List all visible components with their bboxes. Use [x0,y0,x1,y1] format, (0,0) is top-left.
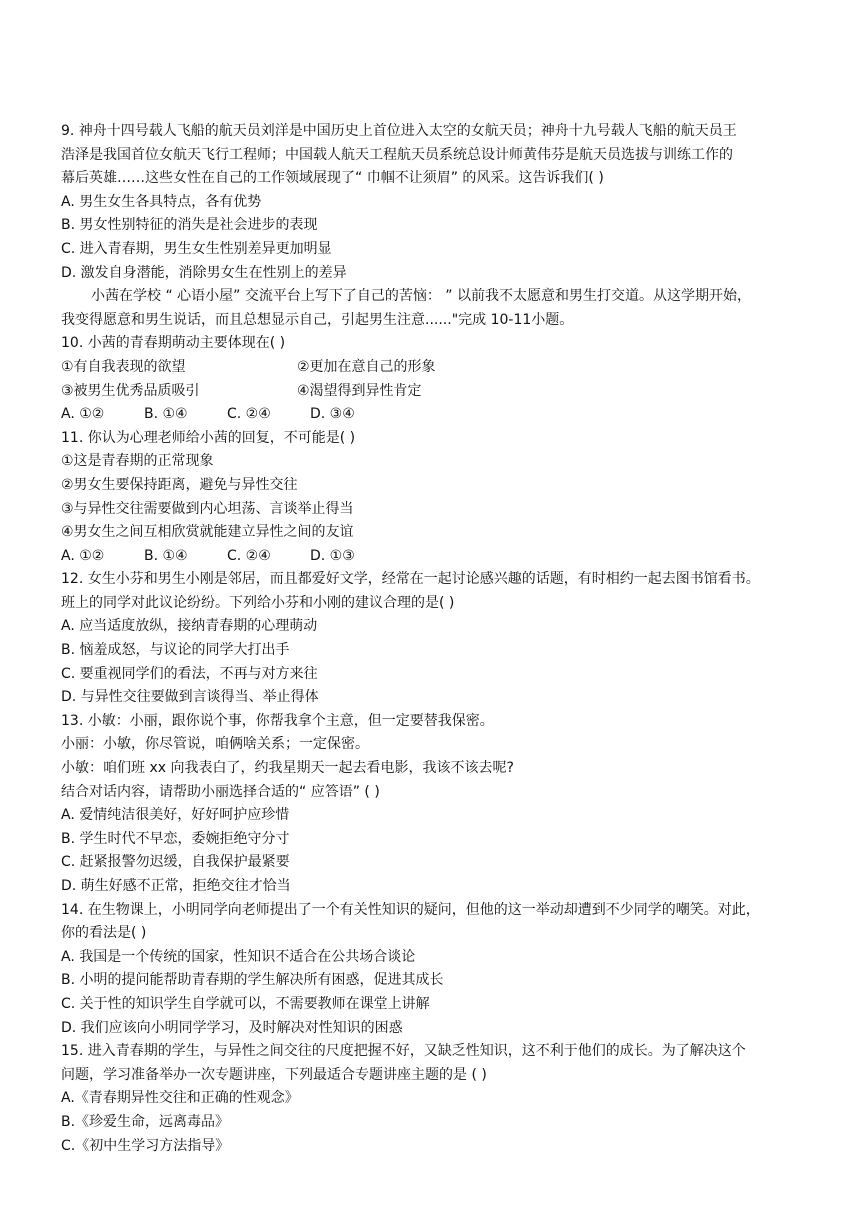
option-c: C. 进入青春期，男生女生性别差异更加明显 [61,240,332,257]
option-c: C. ②④ [227,547,271,564]
option-b: B. ①④ [144,547,188,564]
question-stem: 小敏：咱们班 xx 向我表白了，约我星期天一起去看电影，我该不该去呢? [61,760,514,777]
statement-1: ①这是青春期的正常现象 [61,453,214,470]
option-b: B. 男女性别特征的消失是社会进步的表现 [61,217,318,234]
material-text: 我变得愿意和男生说话，而且总想显示自己，引起男生注意......"完成 10-11小题。 [61,311,574,328]
exam-page [61,120,813,1158]
option-a: A. 我国是一个传统的国家，性知识不适合在公共场合谈论 [61,948,416,965]
question-stem: 幕后英雄……这些女性在自己的工作领域展现了“ 巾帼不让须眉” 的风采。这告诉我们( ) [61,170,604,187]
question-stem: 问题，学习准备举办一次专题讲座，下列最适合专题讲座主题的是 ( ) [61,1066,487,1083]
question-stem: 结合对话内容，请帮助小丽选择合适的“ 应答语” ( ) [61,783,380,800]
statement-row [61,356,813,380]
option-a: A. ①② [61,406,105,423]
question-14 [61,899,813,1041]
question-stem: 11. 你认为心理老师给小茜的回复，不可能是( ) [61,429,356,446]
question-stem: 班上的同学对此议论纷纷。下列给小芬和小刚的建议合理的是( ) [61,594,455,611]
question-11 [61,427,813,569]
option-d: D. 萌生好感不正常，拒绝交往才恰当 [61,878,291,894]
question-10 [61,332,813,426]
question-stem: 12. 女生小芬和男生小刚是邻居，而且都爱好文学，经常在一起讨论感兴趣的话题，有时相约一起去图书馆看书。 [61,571,760,588]
option-b: B. 恼羞成怒，与议论的同学大打出手 [61,642,290,659]
option-a: A.《青春期异性交往和正确的性观念》 [61,1090,299,1107]
statement-1: ①有自我表现的欲望 [61,358,186,375]
option-d: D. 与异性交往要做到言谈得当、举止得体 [61,689,319,706]
option-d: D. 激发自身潜能，消除男女生在性别上的差异 [61,264,347,281]
statement-4: ④男女生之间互相欣赏就能建立异性之间的友谊 [61,524,354,541]
question-stem: 15. 进入青春期的学生，与异性之间交往的尺度把握不好，又缺乏性知识，这不利于他们的成长。为了解决这个 [61,1043,746,1060]
statement-2: ②更加在意自己的形象 [297,358,436,375]
question-stem: 9. 神舟十四号载人飞船的航天员刘洋是中国历史上首位进入太空的女航天员；神舟十九号载人飞船的航天员王 [61,123,737,139]
question-13 [61,710,813,899]
question-12 [61,568,813,710]
question-stem: 14. 在生物课上，小明同学向老师提出了一个有关性知识的疑问，但他的这一举动却遭到不少同学的嘲笑。对此， [61,901,760,918]
question-15 [61,1040,813,1158]
question-stem: 你的看法是( ) [61,925,147,942]
question-9 [61,120,813,285]
option-row [61,403,813,427]
question-stem: 浩泽是我国首位女航天飞行工程师；中国载人航天工程航天员系统总设计师黄伟芬是航天员选拔与训练工作的 [61,146,733,163]
option-d: D. ③④ [310,406,355,423]
statement-row [61,380,813,404]
material-10-11 [61,285,813,332]
statement-3: ③与异性交往需要做到内心坦荡、言谈举止得当 [61,500,354,517]
question-stem: 10. 小茜的青春期萌动主要体现在( ) [61,335,286,352]
option-b: B. 小明的提问能帮助青春期的学生解决所有困惑，促进其成长 [61,972,444,989]
statement-3: ③被男生优秀品质吸引 [61,382,200,399]
option-a: A. 爱情纯洁很美好，好好呵护应珍惜 [61,807,290,824]
question-stem: 小丽：小敏，你尽管说，咱俩啥关系；一定保密。 [61,736,369,753]
option-c: C.《初中生学习方法指导》 [61,1137,230,1154]
option-c: C. ②④ [227,406,271,423]
option-row [61,545,813,569]
option-b: B.《珍爱生命，远离毒品》 [61,1113,230,1130]
material-text: 小茜在学校 “ 心语小屋” 交流平台上写下了自己的苦恼： ” 以前我不太愿意和男生打交道。从这学期开始， [91,288,752,305]
option-c: C. 关于性的知识学生自学就可以，不需要教师在课堂上讲解 [61,995,430,1012]
option-a: A. ①② [61,547,105,564]
option-d: D. 我们应该向小明同学学习，及时解决对性知识的困惑 [61,1019,403,1036]
question-stem: 13. 小敏：小丽，跟你说个事，你帮我拿个主意，但一定要替我保密。 [61,712,494,729]
option-a: A. 男生女生各具特点，各有优势 [61,193,262,210]
statement-2: ②男女生要保持距离，避免与异性交往 [61,476,298,493]
option-b: B. ①④ [144,406,188,423]
option-a: A. 应当适度放纵，接纳青春期的心理萌动 [61,618,318,635]
statement-4: ④渴望得到异性肯定 [297,382,422,399]
option-b: B. 学生时代不早恋，委婉拒绝守分寸 [61,830,290,847]
option-d: D. ①③ [310,547,355,564]
option-c: C. 要重视同学们的看法，不再与对方来往 [61,665,318,682]
option-c: C. 赶紧报警勿迟缓，自我保护最紧要 [61,854,290,871]
